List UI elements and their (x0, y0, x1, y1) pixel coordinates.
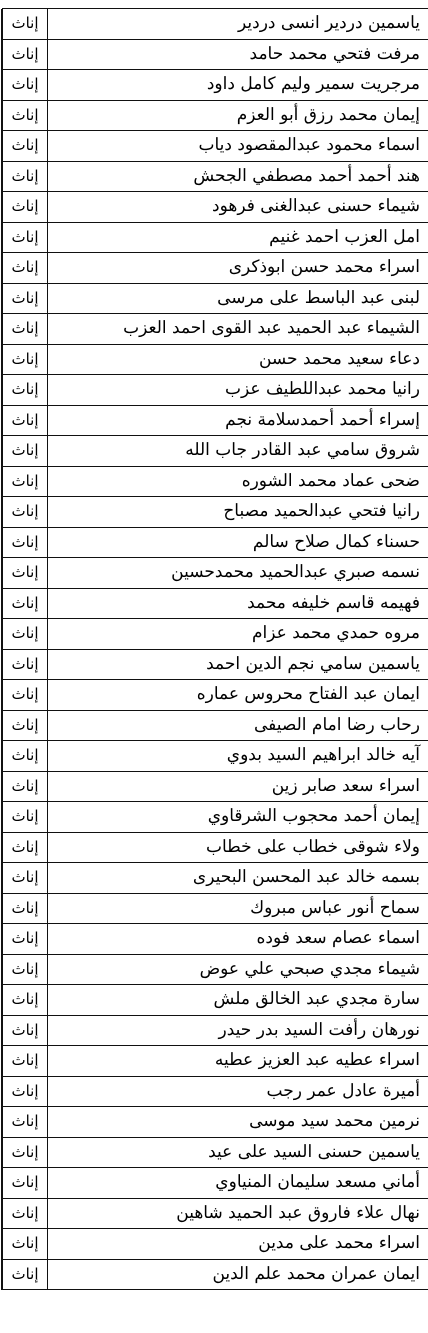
name-cell: أماني مسعد سليمان المنياوي (48, 1168, 428, 1199)
gender-cell: إناث (3, 283, 48, 314)
table-row (2, 741, 428, 772)
gender-cell: إناث (3, 39, 48, 70)
left-edge-cell (2, 436, 3, 467)
name-cell: ولاء شوقى خطاب على خطاب (48, 832, 428, 863)
left-edge-cell (2, 893, 3, 924)
left-edge-cell (2, 466, 3, 497)
left-edge-cell (2, 253, 3, 284)
table-row (2, 1168, 428, 1199)
gender-cell: إناث (3, 1046, 48, 1077)
names-table-body (2, 9, 428, 1290)
left-edge-cell (2, 527, 3, 558)
gender-cell: إناث (3, 802, 48, 833)
name-cell: سماح أنور عباس مبروك (48, 893, 428, 924)
left-edge-cell (2, 619, 3, 650)
left-edge-cell (2, 802, 3, 833)
table-row (2, 924, 428, 955)
gender-cell: إناث (3, 1107, 48, 1138)
gender-cell: إناث (3, 314, 48, 345)
left-edge-cell (2, 1259, 3, 1290)
name-cell: حسناء كمال صلاح سالم (48, 527, 428, 558)
name-cell: شيماء مجدي صبحي علي عوض (48, 954, 428, 985)
gender-cell: إناث (3, 893, 48, 924)
left-edge-cell (2, 710, 3, 741)
name-cell: نرمين محمد سيد موسى (48, 1107, 428, 1138)
name-cell: ايمان عمران محمد علم الدين (48, 1259, 428, 1290)
name-cell: اسراء محمد حسن ابوذكرى (48, 253, 428, 284)
table-row (2, 1015, 428, 1046)
name-cell: إسراء أحمد أحمدسلامة نجم (48, 405, 428, 436)
left-edge-cell (2, 161, 3, 192)
gender-cell: إناث (3, 710, 48, 741)
gender-cell: إناث (3, 558, 48, 589)
gender-cell: إناث (3, 1137, 48, 1168)
table-row (2, 375, 428, 406)
table-row (2, 161, 428, 192)
left-edge-cell (2, 1137, 3, 1168)
gender-cell: إناث (3, 1198, 48, 1229)
name-cell: نهال علاء فاروق عبد الحميد شاهين (48, 1198, 428, 1229)
gender-cell: إناث (3, 832, 48, 863)
gender-cell: إناث (3, 192, 48, 223)
gender-cell: إناث (3, 924, 48, 955)
name-cell: فهيمه قاسم خليفه محمد (48, 588, 428, 619)
left-edge-cell (2, 9, 3, 40)
gender-cell: إناث (3, 527, 48, 558)
gender-cell: إناث (3, 161, 48, 192)
name-cell: ياسمين دردير انسى دردير (48, 9, 428, 40)
name-cell: نسمه صبري عبدالحميد محمدحسين (48, 558, 428, 589)
table-row (2, 497, 428, 528)
name-cell: امل العزب احمد غنيم (48, 222, 428, 253)
name-cell: اسماء محمود عبدالمقصود دياب (48, 131, 428, 162)
table-row (2, 1198, 428, 1229)
table-row (2, 771, 428, 802)
table-row (2, 1046, 428, 1077)
table-row (2, 710, 428, 741)
left-edge-cell (2, 1015, 3, 1046)
left-edge-cell (2, 741, 3, 772)
gender-cell: إناث (3, 1259, 48, 1290)
left-edge-cell (2, 70, 3, 101)
gender-cell: إناث (3, 131, 48, 162)
name-cell: رانيا محمد عبداللطيف عزب (48, 375, 428, 406)
name-cell: إيمان أحمد محجوب الشرقاوي (48, 802, 428, 833)
table-row (2, 619, 428, 650)
gender-cell: إناث (3, 741, 48, 772)
table-row (2, 954, 428, 985)
left-edge-cell (2, 314, 3, 345)
left-edge-cell (2, 588, 3, 619)
left-edge-cell (2, 344, 3, 375)
left-edge-cell (2, 222, 3, 253)
left-edge-cell (2, 497, 3, 528)
table-row (2, 527, 428, 558)
left-edge-cell (2, 649, 3, 680)
left-edge-cell (2, 100, 3, 131)
gender-cell: إناث (3, 253, 48, 284)
table-row (2, 70, 428, 101)
name-cell: سارة مجدي عبد الخالق ملش (48, 985, 428, 1016)
names-table (1, 8, 428, 1290)
left-edge-cell (2, 680, 3, 711)
gender-cell: إناث (3, 222, 48, 253)
name-cell: ياسمين سامي نجم الدين احمد (48, 649, 428, 680)
gender-cell: إناث (3, 1229, 48, 1260)
name-cell: بسمه خالد عبد المحسن البحيرى (48, 863, 428, 894)
table-row (2, 405, 428, 436)
gender-cell: إناث (3, 9, 48, 40)
table-row (2, 985, 428, 1016)
gender-cell: إناث (3, 70, 48, 101)
name-cell: اسراء محمد على مدين (48, 1229, 428, 1260)
name-cell: رحاب رضا امام الصيفى (48, 710, 428, 741)
left-edge-cell (2, 375, 3, 406)
gender-cell: إناث (3, 1015, 48, 1046)
table-row (2, 466, 428, 497)
name-cell: نورهان رأفت السيد بدر حيدر (48, 1015, 428, 1046)
name-cell: هند أحمد أحمد مصطفي الجحش (48, 161, 428, 192)
name-cell: اسماء عصام سعد فوده (48, 924, 428, 955)
left-edge-cell (2, 954, 3, 985)
gender-cell: إناث (3, 863, 48, 894)
name-cell: أميرة عادل عمر رجب (48, 1076, 428, 1107)
gender-cell: إناث (3, 344, 48, 375)
name-cell: الشيماء عبد الحميد عبد القوى احمد العزب (48, 314, 428, 345)
table-row (2, 436, 428, 467)
table-row (2, 802, 428, 833)
name-cell: مروه حمدي محمد عزام (48, 619, 428, 650)
name-cell: شروق سامي عبد القادر جاب الله (48, 436, 428, 467)
name-cell: دعاء سعيد محمد حسن (48, 344, 428, 375)
table-row (2, 832, 428, 863)
table-row (2, 131, 428, 162)
table-row (2, 1137, 428, 1168)
left-edge-cell (2, 283, 3, 314)
left-edge-cell (2, 863, 3, 894)
name-cell: ضحى عماد محمد الشوره (48, 466, 428, 497)
name-cell: رانيا فتحي عبدالحميد مصباح (48, 497, 428, 528)
table-row (2, 863, 428, 894)
gender-cell: إناث (3, 375, 48, 406)
name-cell: شيماء حسنى عبدالغنى فرهود (48, 192, 428, 223)
table-row (2, 100, 428, 131)
name-cell: آيه خالد ابراهيم السيد بدوي (48, 741, 428, 772)
table-row (2, 588, 428, 619)
table-row (2, 680, 428, 711)
left-edge-cell (2, 1076, 3, 1107)
table-row (2, 1107, 428, 1138)
table-row (2, 192, 428, 223)
gender-cell: إناث (3, 588, 48, 619)
left-edge-cell (2, 1168, 3, 1199)
gender-cell: إناث (3, 100, 48, 131)
table-row (2, 39, 428, 70)
left-edge-cell (2, 832, 3, 863)
name-cell: إيمان محمد رزق أبو العزم (48, 100, 428, 131)
gender-cell: إناث (3, 497, 48, 528)
table-row (2, 222, 428, 253)
left-edge-cell (2, 1046, 3, 1077)
gender-cell: إناث (3, 680, 48, 711)
left-edge-cell (2, 1198, 3, 1229)
table-row (2, 9, 428, 40)
table-row (2, 253, 428, 284)
gender-cell: إناث (3, 1168, 48, 1199)
table-row (2, 314, 428, 345)
left-edge-cell (2, 1229, 3, 1260)
name-cell: مرجريت سمير وليم كامل داود (48, 70, 428, 101)
gender-cell: إناث (3, 405, 48, 436)
gender-cell: إناث (3, 649, 48, 680)
gender-cell: إناث (3, 771, 48, 802)
gender-cell: إناث (3, 954, 48, 985)
table-row (2, 558, 428, 589)
left-edge-cell (2, 924, 3, 955)
name-cell: ايمان عبد الفتاح محروس عماره (48, 680, 428, 711)
table-row (2, 893, 428, 924)
left-edge-cell (2, 558, 3, 589)
name-cell: ياسمين حسنى السيد على عيد (48, 1137, 428, 1168)
left-edge-cell (2, 985, 3, 1016)
table-row (2, 283, 428, 314)
left-edge-cell (2, 1107, 3, 1138)
table-row (2, 649, 428, 680)
gender-cell: إناث (3, 1076, 48, 1107)
left-edge-cell (2, 405, 3, 436)
left-edge-cell (2, 192, 3, 223)
name-cell: اسراء سعد صابر زين (48, 771, 428, 802)
gender-cell: إناث (3, 436, 48, 467)
name-cell: لبنى عبد الباسط على مرسى (48, 283, 428, 314)
left-edge-cell (2, 771, 3, 802)
gender-cell: إناث (3, 466, 48, 497)
table-row (2, 1076, 428, 1107)
gender-cell: إناث (3, 619, 48, 650)
table-row (2, 1229, 428, 1260)
gender-cell: إناث (3, 985, 48, 1016)
table-row (2, 1259, 428, 1290)
left-edge-cell (2, 131, 3, 162)
left-edge-cell (2, 39, 3, 70)
table-row (2, 344, 428, 375)
name-cell: اسراء عطيه عبد العزيز عطيه (48, 1046, 428, 1077)
name-cell: مرفت فتحي محمد حامد (48, 39, 428, 70)
